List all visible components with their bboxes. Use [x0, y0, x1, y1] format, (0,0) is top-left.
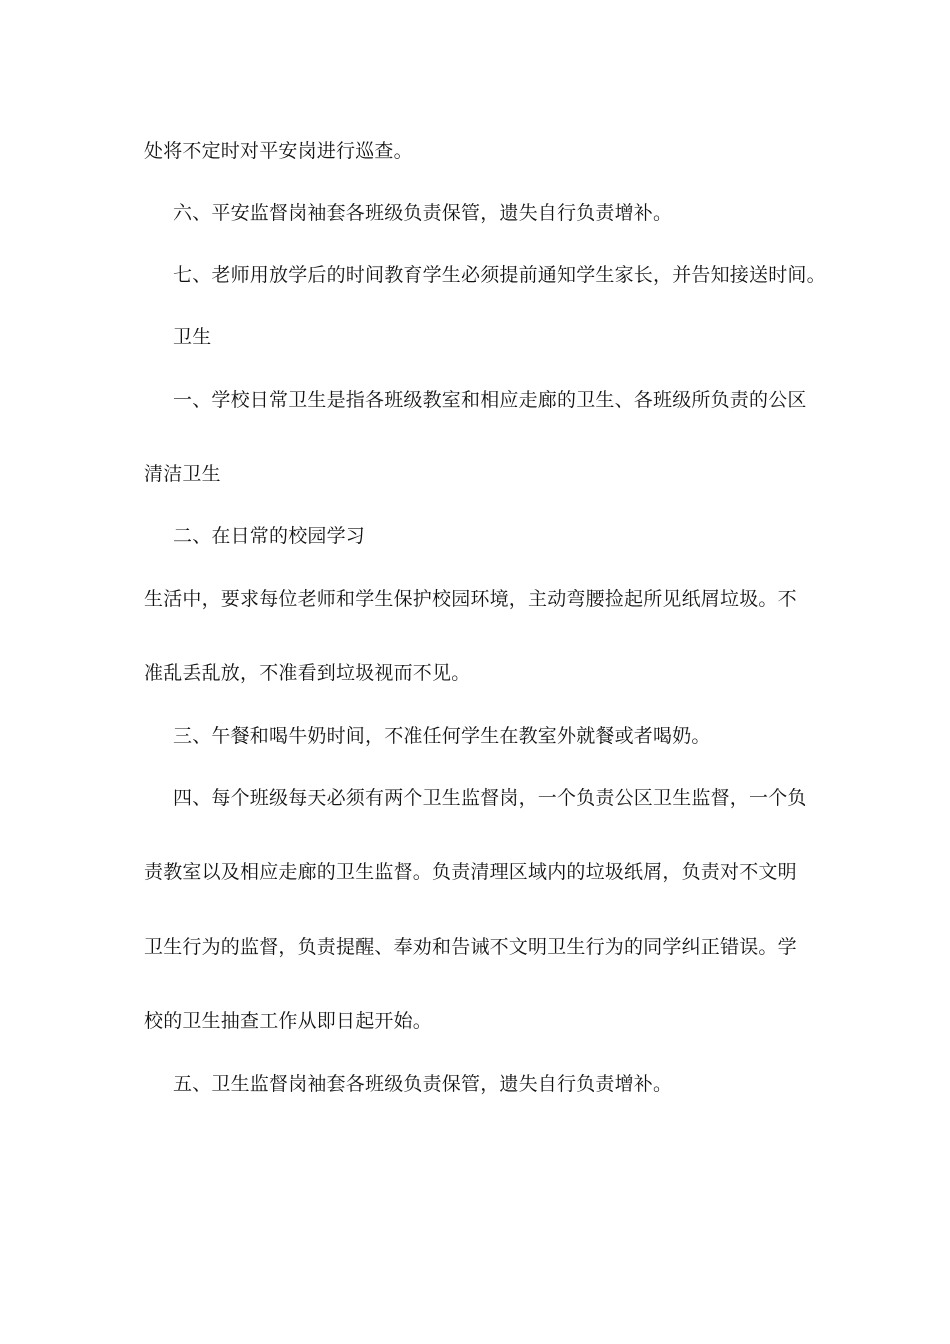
- paragraph-line: 生活中，要求每位老师和学生保护校园环境，主动弯腰捡起所见纸屑垃圾。不: [144, 588, 797, 610]
- paragraph-line: 处将不定时对平安岗进行巡查。: [144, 140, 413, 162]
- paragraph-line: 五、卫生监督岗袖套各班级负责保管，遗失自行负责增补。: [173, 1073, 673, 1095]
- paragraph-line: 卫生行为的监督，负责提醒、奉劝和告诫不文明卫生行为的同学纠正错误。学: [144, 936, 797, 958]
- paragraph-line: 准乱丢乱放，不准看到垃圾视而不见。: [144, 662, 471, 684]
- paragraph-line: 一、学校日常卫生是指各班级教室和相应走廊的卫生、各班级所负责的公区: [173, 389, 807, 411]
- paragraph-line: 二、在日常的校园学习: [173, 525, 366, 547]
- paragraph-line: 责教室以及相应走廊的卫生监督。负责清理区域内的垃圾纸屑，负责对不文明: [144, 861, 797, 883]
- section-heading: 卫生: [173, 326, 212, 348]
- paragraph-line: 四、每个班级每天必须有两个卫生监督岗，一个负责公区卫生监督，一个负: [173, 787, 807, 809]
- paragraph-line: 三、午餐和喝牛奶时间，不准任何学生在教室外就餐或者喝奶。: [173, 725, 711, 747]
- paragraph-line: 校的卫生抽查工作从即日起开始。: [144, 1010, 433, 1032]
- paragraph-line: 清洁卫生: [144, 463, 221, 485]
- paragraph-line: 六、平安监督岗袖套各班级负责保管，遗失自行负责增补。: [173, 202, 673, 224]
- paragraph-line: 七、老师用放学后的时间教育学生必须提前通知学生家长，并告知接送时间。: [173, 264, 826, 286]
